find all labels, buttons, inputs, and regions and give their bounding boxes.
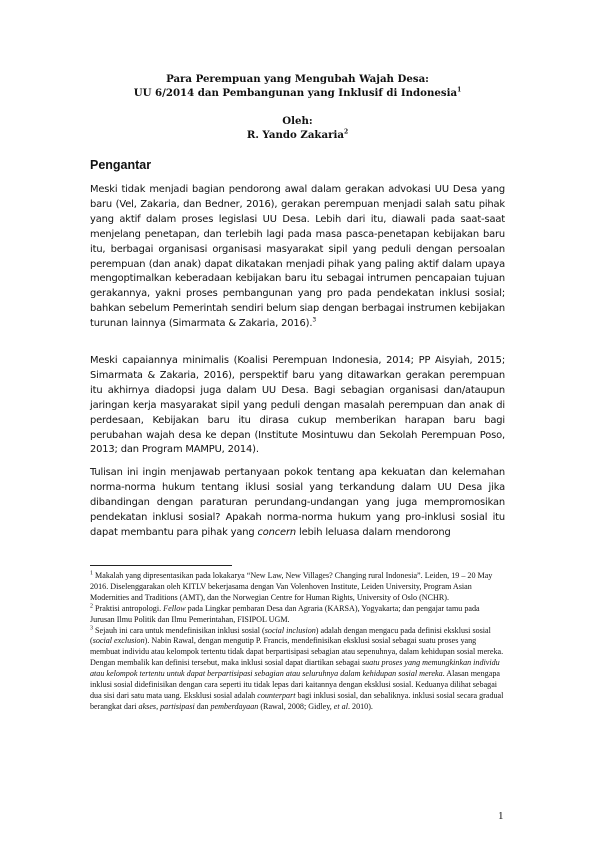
paragraph-3-italic-term: concern	[257, 526, 296, 538]
footnote-3-counterpart: counterpart	[257, 690, 296, 700]
footnotes	[90, 571, 505, 713]
footnote-2-text-end: pada Lingkar pembaran Desa dan Agraria (KARSA), Yogyakarta; dan pengajar tamu pada Jurusan Ilmu Politik dan Ilmu Pemerintahan, FISIPOL UGM.	[90, 603, 480, 624]
footnote-3-pemberdayaan: pemberdayaan	[210, 701, 259, 711]
footnote-2-italic: Fellow	[163, 603, 186, 613]
footnote-3-text-a: Sejauh ini cara untuk mendefinisikan inklusi sosial (	[95, 625, 265, 635]
footnote-2-number: 2	[90, 603, 93, 610]
footnote-3-text-d: . Alasan mengapa inklusi sosial didefinisikan dengan cara seperti itu tidak lepas dari kaitannya dengan eksklusi sosial. Keduanya dilihat sebagai dua sisi dari satu mata uang. Eksklusi sosial adalah	[90, 669, 500, 700]
by-label	[60, 114, 535, 128]
paragraph-1	[90, 183, 505, 332]
footnote-2-text: Praktisi antropologi.	[95, 603, 162, 613]
author-name: R. Yando Zakaria	[246, 129, 344, 141]
footnote-1	[90, 571, 505, 604]
paragraph-3-text-end: lebih leluasa dalam mendorong	[299, 526, 451, 538]
title-text-1: Para Perempuan yang Mengubah Wajah Desa:	[166, 73, 429, 85]
footnote-3-number: 3	[90, 624, 93, 631]
by-label-text: Oleh:	[282, 115, 313, 127]
footnote-1-text: Makalah yang dipresentasikan pada lokakarya “New Law, New Villages? Changing rural Indonesia”. Leiden, 19 – 20 May 2016. Diselenggarakan oleh KITLV bekerjasama dengan Van Volenhoven Institute, Leiden University, Program Asian Modernities and Traditions (AMT), dan the Norwegian Centre for Human Rights, University of Oslo (NCHR).	[90, 571, 493, 602]
footnote-3-text-e: bagi inklusi sosial, dan sebaliknya. inklusi sosial secara gradual berangkat dari	[90, 690, 504, 711]
footnote-3-text-b: ) adalah dengan mengacu pada definisi eksklusi sosial (	[90, 625, 491, 646]
title-line-2	[60, 86, 535, 100]
title-footnote-marker: 1	[457, 86, 462, 94]
footnote-3	[90, 626, 505, 713]
footnote-3-akses: akses, partisipasi	[138, 701, 195, 711]
paragraph-3-text: Tulisan ini ingin menjawab pertanyaan pokok tentang apa kekuatan dan kelemahan norma-norma hukum tentang iklusi sosial yang terkandung dalam UU Desa jika dibandingan dengan paraturan perundang-undangan yang juga mempromosikan pendekatan inklusi sosial? Apakah norma-norma hukum yang pro-inklusi sosial itu dapat membantu para pihak yang	[90, 467, 505, 538]
footnote-3-etal: et al	[333, 701, 348, 711]
footnote-3-term-inclusion: social inclusion	[264, 625, 316, 635]
footnote-3-text-c: ). Nabin Rawal, dengan mengutip P. Francis, mendefinisikan eksklusi sosial sebagai suatu proses yang membuat individu atau kelompok tertentu tidak dapat berpartisipasi sebagian atau sepenuhnya, dalam kehidupan sosial mereka. Dengan membalik kan definisi tersebut, maka inklusi sosial dapat diartikan sebagai	[90, 636, 504, 668]
footnote-2	[90, 604, 505, 626]
footnote-3-text-g: . 2010).	[347, 701, 373, 711]
footnote-3-dan: dan	[196, 701, 209, 711]
paragraph-3	[90, 466, 505, 541]
footnote-3-definition: suatu proses yang memungkinkan individu atau kelompok tertentu untuk dapat berpartisipasi sebagian atau seluruhnya dalam kehidupan sosial mereka	[90, 658, 500, 679]
paragraph-1-text: Meski tidak menjadi bagian pendorong awal dalam gerakan advokasi UU Desa yang baru (Vel, Zakaria, dan Bedner, 2016), gerakan perempuan menjadi salah satu pihak yang aktif dalam proses legislasi UU Desa. Lebih dari itu, diawali pada saat-saat menjelang penetapan, dan terlebih lagi pada masa pasca-penetapan kebijakan baru itu, berbagai organisasi organisasi masyarakat sipil yang peduli dengan persoalan perempuan (dan anak) dapat dikatakan menjadi pihak yang paling aktif dalam upaya mengoptimalkan keberadaan kebijakan baru itu sebagai intrumen pencapaian tujuan gerakannya, yakni proses pembangunan yang pro pada pendekatan inklusi sosial; bahkan sebelum Pemerintah sendiri belum siap dengan berbagai instrumen kebijakan turunan lainnya (Simarmata & Zakaria, 2016).	[90, 184, 505, 330]
section-heading: Pengantar	[90, 158, 152, 172]
footnote-separator	[90, 565, 232, 566]
footnote-1-number: 1	[90, 570, 93, 577]
author-footnote-marker: 2	[343, 128, 349, 136]
footnote-3-text-f: (Rawal, 2008; Gidley,	[260, 701, 332, 711]
page-number: 1	[498, 810, 504, 822]
title-text-2: UU 6/2014 dan Pembangunan yang Inklusif di Indonesia	[133, 87, 458, 99]
paragraph-2: Meski capaiannya minimalis (Koalisi Perempuan Indonesia, 2014; PP Aisyiah, 2015; Simarmata & Zakaria, 2016), perspektif baru yang ditawarkan gerakan perempuan itu akhirnya diadopsi juga dalam UU Desa. Bagi sebagian organisasi dan/ataupun jaringan kerja masyarakat sipil yang peduli dengan masalah perempuan dan anak di perdesaan, Kebijakan baru itu dirasa cukup memberikan harapan baru bagi perubahan wajah desa ke depan (Institute Mosintuwu dan Sekolah Perempuan Poso, 2013; dan Program MAMPU, 2014).	[90, 355, 505, 456]
paragraph-1-footnote-marker: 3	[312, 316, 316, 324]
author-line	[60, 128, 535, 142]
footnote-3-term-exclusion: social exclusion	[92, 636, 145, 646]
title-line-1	[60, 72, 535, 86]
